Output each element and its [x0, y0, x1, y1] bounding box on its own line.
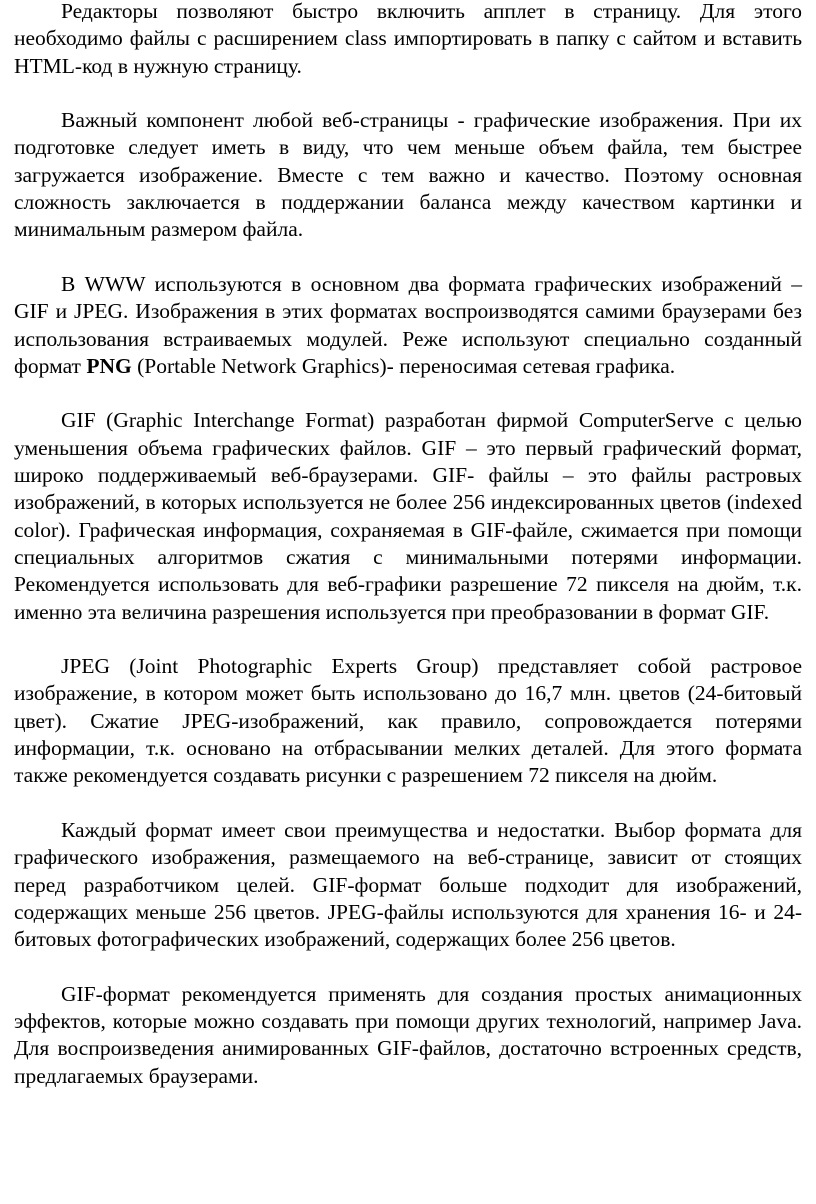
- paragraph-www-formats-text-before: В WWW используются в основном два формата графических изображений – GIF и JPEG. Изображения в этих форматах воспроизводятся самими браузерами без использования встраиваемых модулей. Реже используют специально созданный формат: [14, 271, 802, 378]
- paragraph-applet-editors: Редакторы позволяют быстро включить апплет в страницу. Для этого необходимо файлы с расширением class импортировать в папку с сайтом и вставить HTML-код в нужную страницу.: [14, 0, 802, 78]
- paragraph-www-formats-text-after: (Portable Network Graphics)- переносимая сетевая графика.: [131, 353, 676, 378]
- paragraph-graphics-importance: Важный компонент любой веб-страницы - графические изображения. При их подготовке следует иметь в виду, что чем меньше объем файла, тем быстрее загружается изображение. Вместе с тем важно и качество. Поэтому основная сложность заключается в поддержании баланса между качеством картинки и минимальным размером файла.: [14, 108, 802, 242]
- paragraph-gif-animation: GIF-формат рекомендуется применять для создания простых анимационных эффектов, которые можно создавать при помощи других технологий, например Java. Для воспроизведения анимированных GIF-файлов, достаточно встроенных средств, предлагаемых браузерами.: [14, 981, 802, 1088]
- png-emphasis: PNG: [86, 353, 132, 378]
- paragraph-www-formats: [14, 271, 802, 380]
- paragraph-gif: GIF (Graphic Interchange Format) разработан фирмой ComputerServe с целью уменьшения объема графических файлов. GIF – это первый графический формат, широко поддерживаемый веб-браузерами. GIF- файлы – это файлы растровых изображений, в которых используется не более 256 индексированных цветов (indexed color). Графическая информация, сохраняемая в GIF-файле, сжимается при помощи специальных алгоритмов сжатия с минимальными потерями информации. Рекомендуется использовать для веб-графики разрешение 72 пикселя на дюйм, т.к. именно эта величина разрешения используется при преобразовании в формат GIF.: [14, 408, 802, 624]
- paragraph-jpeg: JPEG (Joint Photographic Experts Group) представляет собой растровое изображение, в котором может быть использовано до 16,7 млн. цветов (24-битовый цвет). Сжатие JPEG-изображений, как правило, сопровождается потерями информации, т.к. основано на отбрасывании мелких деталей. Для этого формата также рекомендуется создавать рисунки с разрешением 72 пикселя на дюйм.: [14, 654, 802, 788]
- paragraph-format-choice: Каждый формат имеет свои преимущества и недостатки. Выбор формата для графического изображения, размещаемого на веб-странице, зависит от стоящих перед разработчиком целей. GIF-формат больше подходит для изображений, содержащих меньше 256 цветов. JPEG-файлы используются для хранения 16- и 24-битовых фотографических изображений, содержащих более 256 цветов.: [14, 817, 802, 952]
